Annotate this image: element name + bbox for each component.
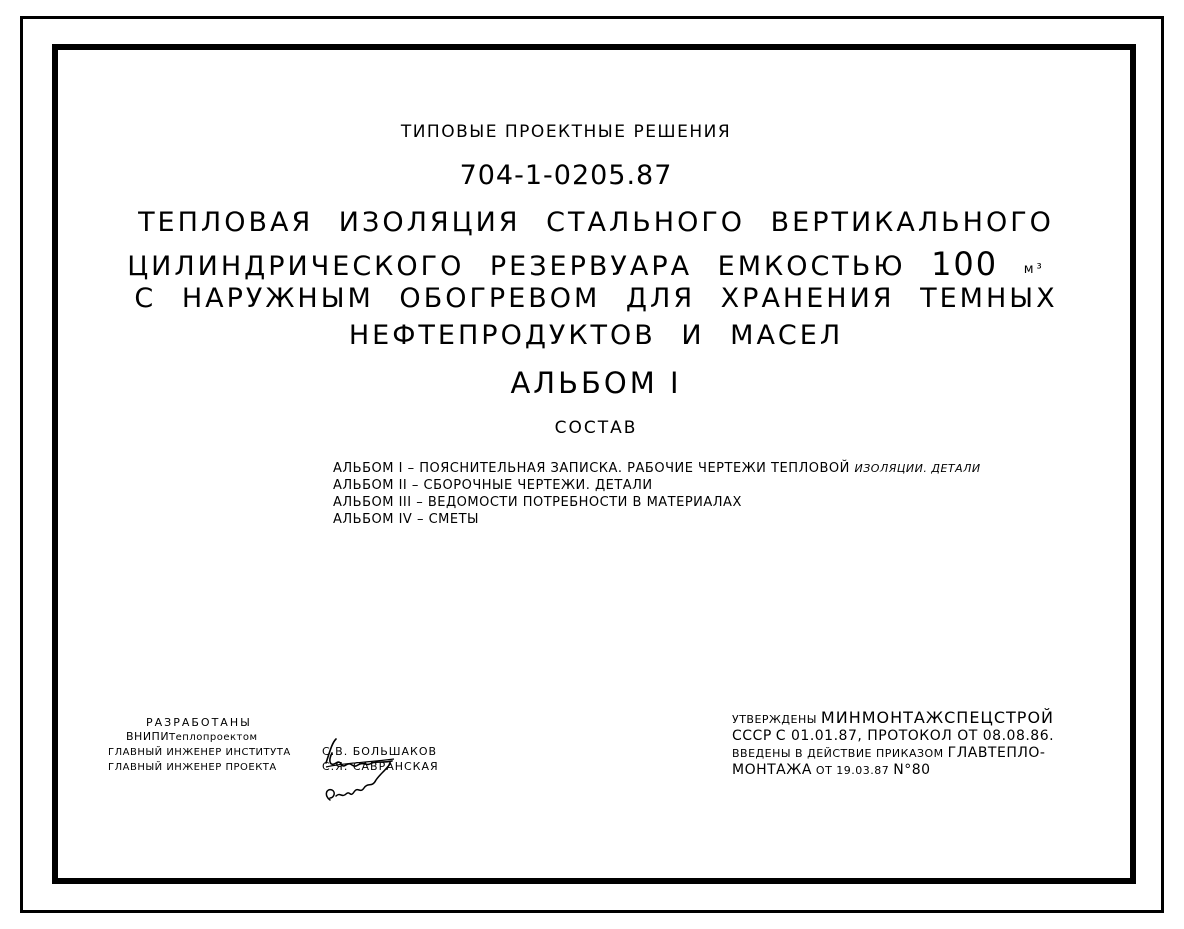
contents-item-album: АЛЬБОМ III <box>333 495 412 510</box>
signature-chief-project-engineer <box>320 752 400 812</box>
approval-line-4 <box>732 762 1054 779</box>
contents-item-desc: – СМЕТЫ <box>416 512 480 527</box>
volume-unit: м³ <box>1023 262 1045 277</box>
document-number: 704-1-0205.87 <box>459 160 673 191</box>
approval-line-1 <box>732 710 1054 728</box>
title-line-3: С НАРУЖНЫМ ОБОГРЕВОМ ДЛЯ ХРАНЕНИЯ ТЕМНЫХ <box>134 283 1058 314</box>
signatory-role: ГЛАВНЫЙ ИНЖЕНЕР ИНСТИТУТА <box>108 747 291 758</box>
title-line-1: ТЕПЛОВАЯ ИЗОЛЯЦИЯ СТАЛЬНОГО ВЕРТИКАЛЬНОГО <box>138 207 1054 238</box>
contents-item <box>333 511 981 528</box>
contents-item-album: АЛЬБОМ I <box>333 461 403 476</box>
signatory-role: ГЛАВНЫЙ ИНЖЕНЕР ПРОЕКТА <box>108 762 277 773</box>
contents-list <box>333 460 981 528</box>
contents-item-album: АЛЬБОМ II <box>333 478 408 493</box>
title-line-4: НЕФТЕПРОДУКТОВ И МАСЕЛ <box>348 320 844 351</box>
series-title: ТИПОВЫЕ ПРОЕКТНЫЕ РЕШЕНИЯ <box>400 122 732 142</box>
approved-by: МИНМОНТАЖСПЕЦСТРОЙ <box>820 708 1054 727</box>
contents-item-desc: – СБОРОЧНЫЕ ЧЕРТЕЖИ. ДЕТАЛИ <box>411 478 653 493</box>
contents-item-album: АЛЬБОМ IV <box>333 512 413 527</box>
contents-item <box>333 477 981 494</box>
enacted-label: ВВЕДЕНЫ В ДЕЙСТВИЕ ПРИКАЗОМ <box>732 747 944 760</box>
approved-dates: С 01.01.87, ПРОТОКОЛ ОТ 08.08.86. <box>775 728 1055 744</box>
enacted-org-end: МОНТАЖА <box>732 762 812 778</box>
contents-item-desc-small: ИЗОЛЯЦИИ. ДЕТАЛИ <box>854 462 981 475</box>
signatory-name: С.В. БОЛЬШАКОВ <box>322 745 438 758</box>
contents-item <box>333 494 981 511</box>
approval-block <box>732 710 1054 779</box>
developer-org-prefix: ВНИПИ <box>126 730 170 743</box>
approved-country: СССР <box>732 728 772 744</box>
enacted-by: ГЛАВТЕПЛО- <box>947 745 1046 761</box>
enacted-date: ОТ 19.03.87 <box>815 764 890 777</box>
approval-line-2 <box>732 728 1054 745</box>
approved-label: УТВЕРЖДЕНЫ <box>732 713 817 726</box>
order-number: N°80 <box>893 762 931 778</box>
developer-org-tail: Теплопроектом <box>169 732 258 743</box>
title-line-2-text: ЦИЛИНДРИЧЕСКОГО РЕЗЕРВУАРА ЕМКОСТЬЮ <box>127 251 906 282</box>
contents-item-desc: – ВЕДОМОСТИ ПОТРЕБНОСТИ В МАТЕРИАЛАХ <box>416 495 742 510</box>
album-heading: АЛЬБОМ I <box>510 366 682 400</box>
title-line-2 <box>0 245 1178 283</box>
approval-line-3 <box>732 745 1054 762</box>
signatory-name: С.Я. САВРАНСКАЯ <box>322 760 439 773</box>
developer-label: РАЗРАБОТАНЫ <box>146 716 252 729</box>
contents-heading: СОСТАВ <box>554 418 638 438</box>
contents-item-desc: – ПОЯСНИТЕЛЬНАЯ ЗАПИСКА. РАБОЧИЕ ЧЕРТЕЖИ ТЕПЛОВОЙ <box>407 461 850 476</box>
contents-item <box>333 460 981 477</box>
tank-volume: 100 <box>931 245 999 283</box>
